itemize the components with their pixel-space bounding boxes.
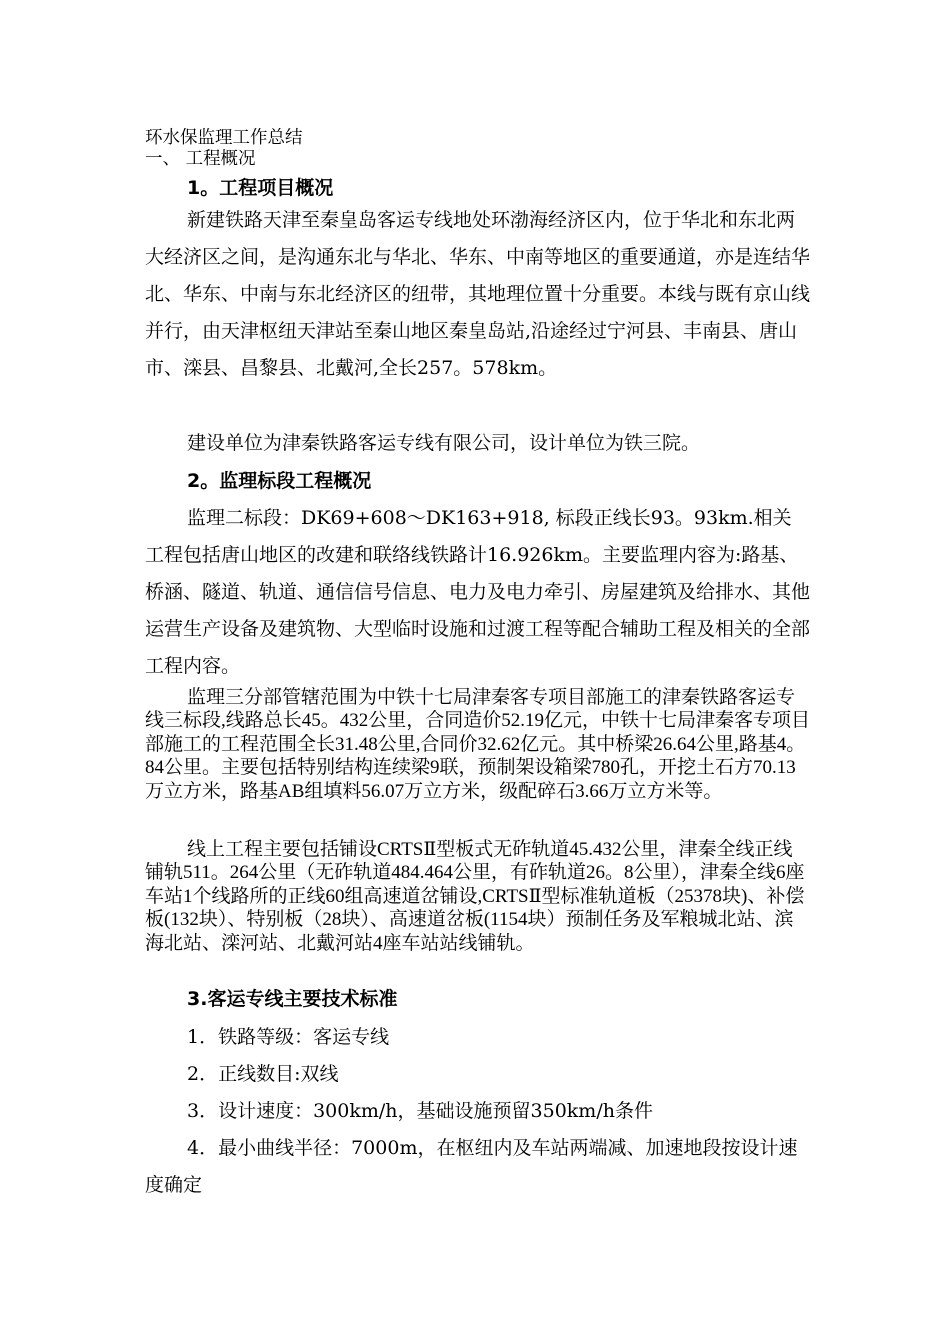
paragraph-project-overview: 新建铁路天津至秦皇岛客运专线地处环渤海经济区内，位于华北和东北两大经济区之间，是沟通东北与华北、华东、中南等地区的重要通道，亦是连结华北、华东、中南与东北经济区的纽带，其地理位置十分重要。本线与既有京山线并行，由天津枢纽天津站至秦山地区秦皇岛站,沿途经过宁河县、丰南县、唐山市、滦县、昌黎县、北戴河,全长257。578km。	[145, 209, 811, 379]
document-title: 环水保监理工作总结	[145, 128, 303, 148]
list-item-main-lines: 2．正线数目:双线	[187, 1063, 339, 1085]
subsection-heading-1: 1。工程项目概况	[187, 177, 334, 199]
subsection-heading-3: 3.客运专线主要技术标准	[187, 988, 398, 1010]
paragraph-branch-scope: 监理三分部管辖范围为中铁十七局津秦客专项目部施工的津秦铁路客运专线三标段,线路总长45。432公里，合同造价52.19亿元，中铁十七局津秦客专项目部施工的工程范围全长31.48公里,合同价32.62亿元。其中桥梁26.64公里,路基4。84公里。主要包括特别结构连续梁9联，预制架设箱梁780孔，开挖土石方70.13万立方米，路基AB组填料56.07万立方米，级配碎石3.66万立方米等。	[145, 687, 811, 802]
list-item-railway-grade: 1．铁路等级：客运专线	[187, 1026, 390, 1048]
paragraph-section-scope: 监理二标段：DK69+608～DK163+918, 标段正线长93。93km.相关工程包括唐山地区的改建和联络线铁路计16.926km。主要监理内容为:路基、桥涵、隧道、轨道、通信信号信息、电力及电力牵引、房屋建筑及给排水、其他运营生产设备及建筑物、大型临时设施和过渡工程等配合辅助工程及相关的全部工程内容。	[145, 507, 811, 677]
list-item-design-speed: 3．设计速度：300km/h，基础设施预留350km/h条件	[187, 1100, 653, 1122]
section-heading: 一、 工程概况	[145, 149, 256, 169]
paragraph-track-works: 线上工程主要包括铺设CRTSⅡ型板式无砟轨道45.432公里，津秦全线正线铺轨511。264公里（无砟轨道484.464公里，有砟轨道26。8公里），津秦全线6座车站1个线路所的正线60组高速道岔铺设,CRTSⅡ型标准轨道板（25378块)、补偿板(132块）、特别板（28块）、高速道岔板(1154块）预制任务及军粮城北站、滨海北站、滦河站、北戴河站4座车站站线铺轨。	[145, 839, 805, 954]
subsection-heading-2: 2。监理标段工程概况	[187, 470, 372, 492]
list-item-curve-radius: 4．最小曲线半径：7000m，在枢纽内及车站两端减、加速地段按设计速度确定	[145, 1137, 798, 1196]
paragraph-units: 建设单位为津秦铁路客运专线有限公司，设计单位为铁三院。	[187, 432, 701, 454]
